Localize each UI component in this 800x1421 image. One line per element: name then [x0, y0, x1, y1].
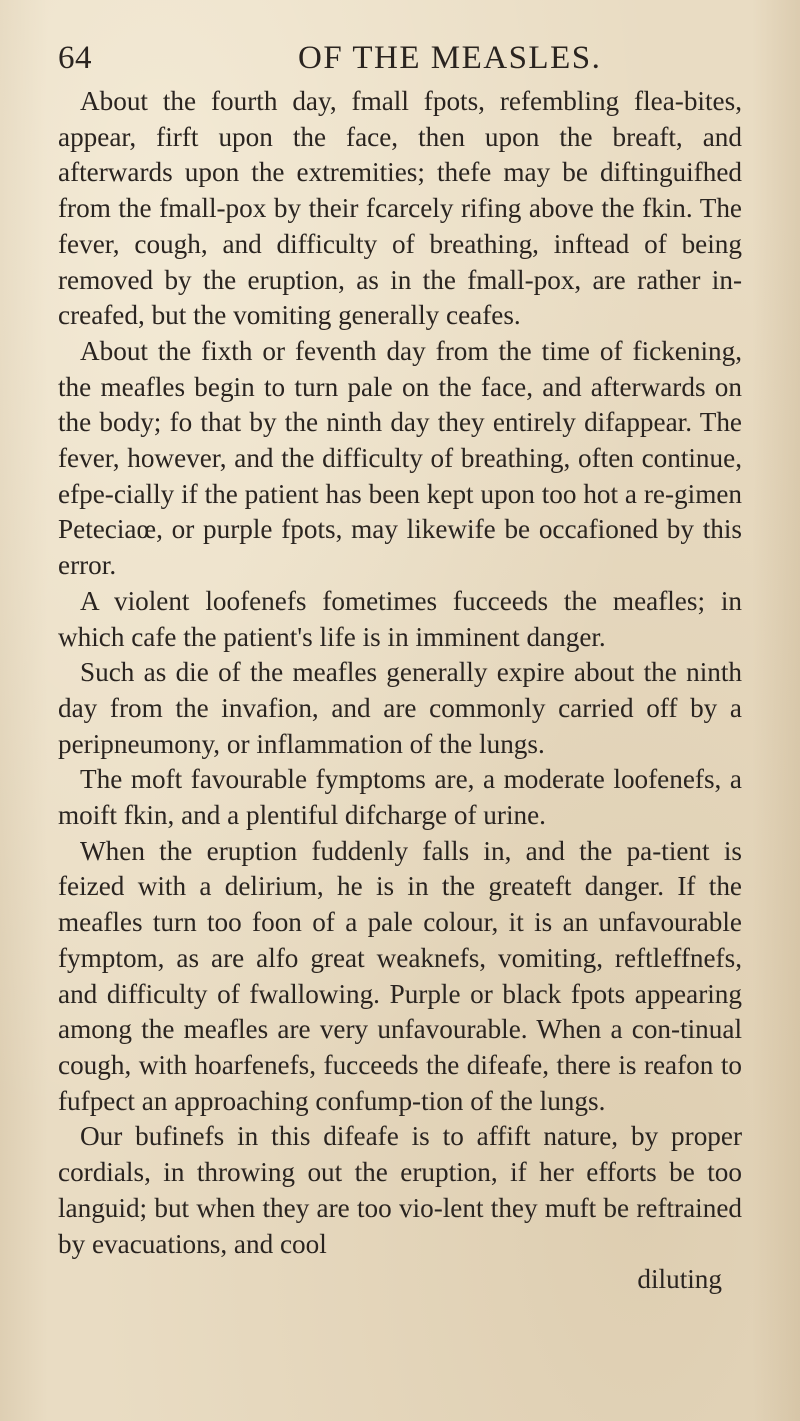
- paragraph: About the fourth day, fmall fpots, refembling flea-bites, appear, firft upon the face, then upon the breaft, and afterwards upon the extremities; thefe may be diftinguifhed from the fmall-pox by their fcarcely rifing above the fkin. The fever, cough, and difficulty of breathing, inftead of being removed by the eruption, as in the fmall-pox, are rather in-creafed, but the vomiting generally ceafes.: [58, 86, 742, 331]
- paragraph: A violent loofenefs fometimes fucceeds the meafles; in which cafe the patient's life is in imminent danger.: [58, 585, 742, 652]
- running-head: [58, 38, 742, 78]
- paragraph: About the fixth or feventh day from the time of fickening, the meafles begin to turn pale on the face, and afterwards on the body; fo that by the ninth day they entirely difappear. The fever, however, and the difficulty of breathing, often continue, efpe-cially if the patient has been kept upon too hot a re-gimen Peteciaœ, or purple fpots, may likewife be occafioned by this error.: [58, 335, 742, 581]
- paragraph: Such as die of the meafles generally expire about the ninth day from the invafion, and are commonly carried off by a peripneumony, or inflammation of the lungs.: [58, 657, 742, 759]
- paragraph: Our bufinefs in this difeafe is to affift nature, by proper cordials, in throwing out the eruption, if her efforts be too languid; but when they are too vio-lent they muft be reftrained by evacuations, and cool: [58, 1121, 742, 1259]
- body-text: [58, 84, 742, 1262]
- page-number: 64: [58, 40, 92, 76]
- paragraph: The moft favourable fymptoms are, a moderate loofenefs, a moift fkin, and a plentiful difcharge of urine.: [58, 764, 742, 831]
- catchword: diluting: [637, 1264, 722, 1295]
- paragraph: When the eruption fuddenly falls in, and the pa-tient is feized with a delirium, he is in the greateft danger. If the meafles turn too foon of a pale colour, it is an unfavourable fymptom, as are alfo great weaknefs, vomiting, reftleffnefs, and difficulty of fwallowing. Purple or black fpots appearing among the meafles are very unfavourable. When a con-tinual cough, with hoarfenefs, fucceeds the difeafe, there is reafon to fufpect an approaching confump-tion of the lungs.: [58, 835, 742, 1116]
- chapter-title: OF THE MEASLES.: [298, 40, 602, 76]
